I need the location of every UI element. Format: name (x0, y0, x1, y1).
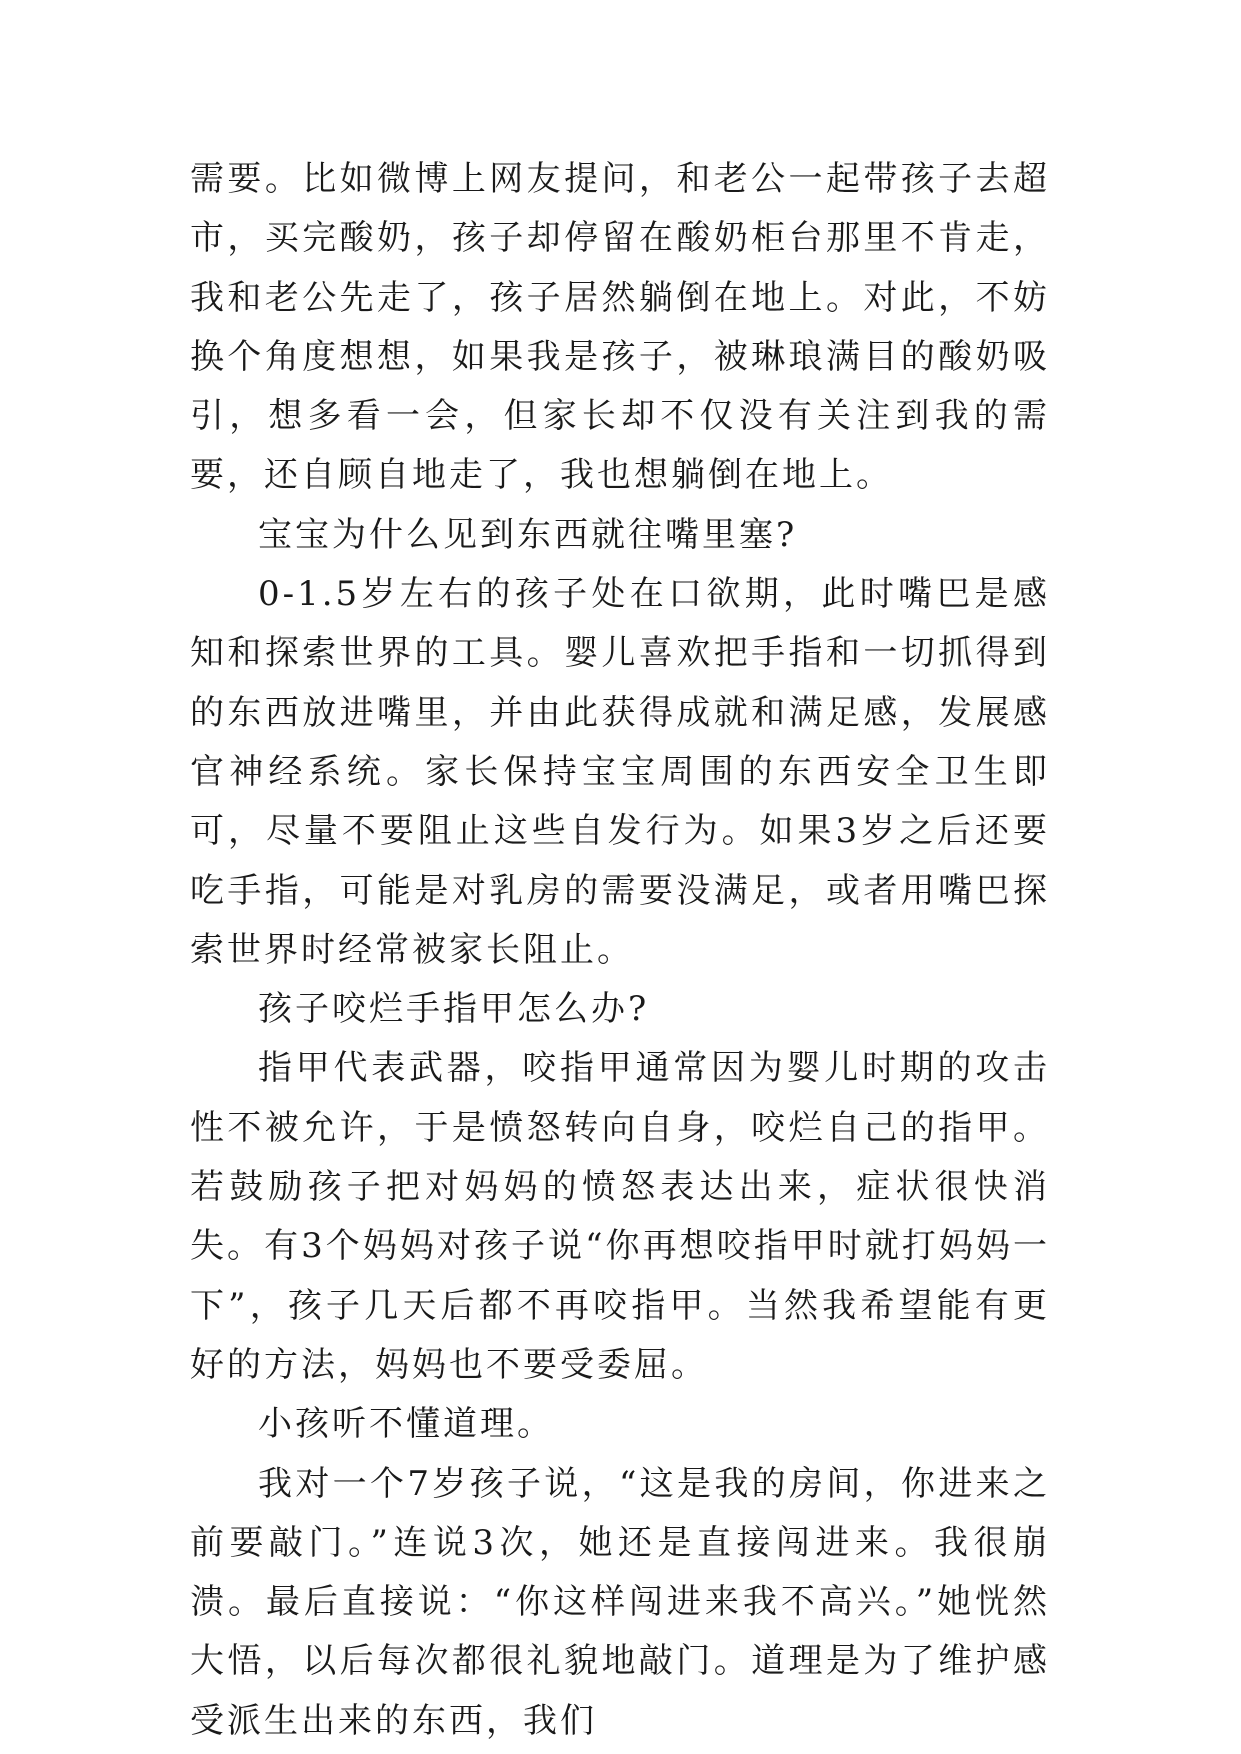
paragraph-knocking-story: 我对一个7岁孩子说，“这是我的房间，你进来之前要敲门。”连说3次，她还是直接闯进来。我很崩溃。最后直接说：“你这样闯进来我不高兴。”她恍然大悟，以后每次都很礼貌地敲门。道理是为了维护感受派生出来的东西，我们 (190, 1463, 1050, 1741)
heading-nail-biting-question: 孩子咬烂手指甲怎么办? (258, 989, 650, 1030)
heading-mouthing-question: 宝宝为什么见到东西就往嘴里塞? (258, 514, 798, 555)
document-body (190, 150, 1050, 1751)
paragraph-nail-biting: 指甲代表武器，咬指甲通常因为婴儿时期的攻击性不被允许，于是愤怒转向自身，咬烂自己的指甲。若鼓励孩子把对妈妈的愤怒表达出来，症状很快消失。有3个妈妈对孩子说“你再想咬指甲时就打妈妈一下”，孩子几天后都不再咬指甲。当然我希望能有更好的方法，妈妈也不要受委屈。 (190, 1048, 1050, 1385)
heading-reasoning: 小孩听不懂道理。 (258, 1404, 554, 1445)
paragraph-oral-stage: 0-1.5岁左右的孩子处在口欲期，此时嘴巴是感知和探索世界的工具。婴儿喜欢把手指和一切抓得到的东西放进嘴里，并由此获得成就和满足感，发展感官神经系统。家长保持宝宝周围的东西安全卫生即可，尽量不要阻止这些自发行为。如果3岁之后还要吃手指，可能是对乳房的需要没满足，或者用嘴巴探索世界时经常被家长阻止。 (190, 574, 1050, 970)
paragraph-shopping-story: 需要。比如微博上网友提问，和老公一起带孩子去超市，买完酸奶，孩子却停留在酸奶柜台那里不肯走，我和老公先走了，孩子居然躺倒在地上。对此，不妨换个角度想想，如果我是孩子，被琳琅满目的酸奶吸引，想多看一会，但家长却不仅没有关注到我的需要，还自顾自地走了，我也想躺倒在地上。 (190, 159, 1050, 496)
